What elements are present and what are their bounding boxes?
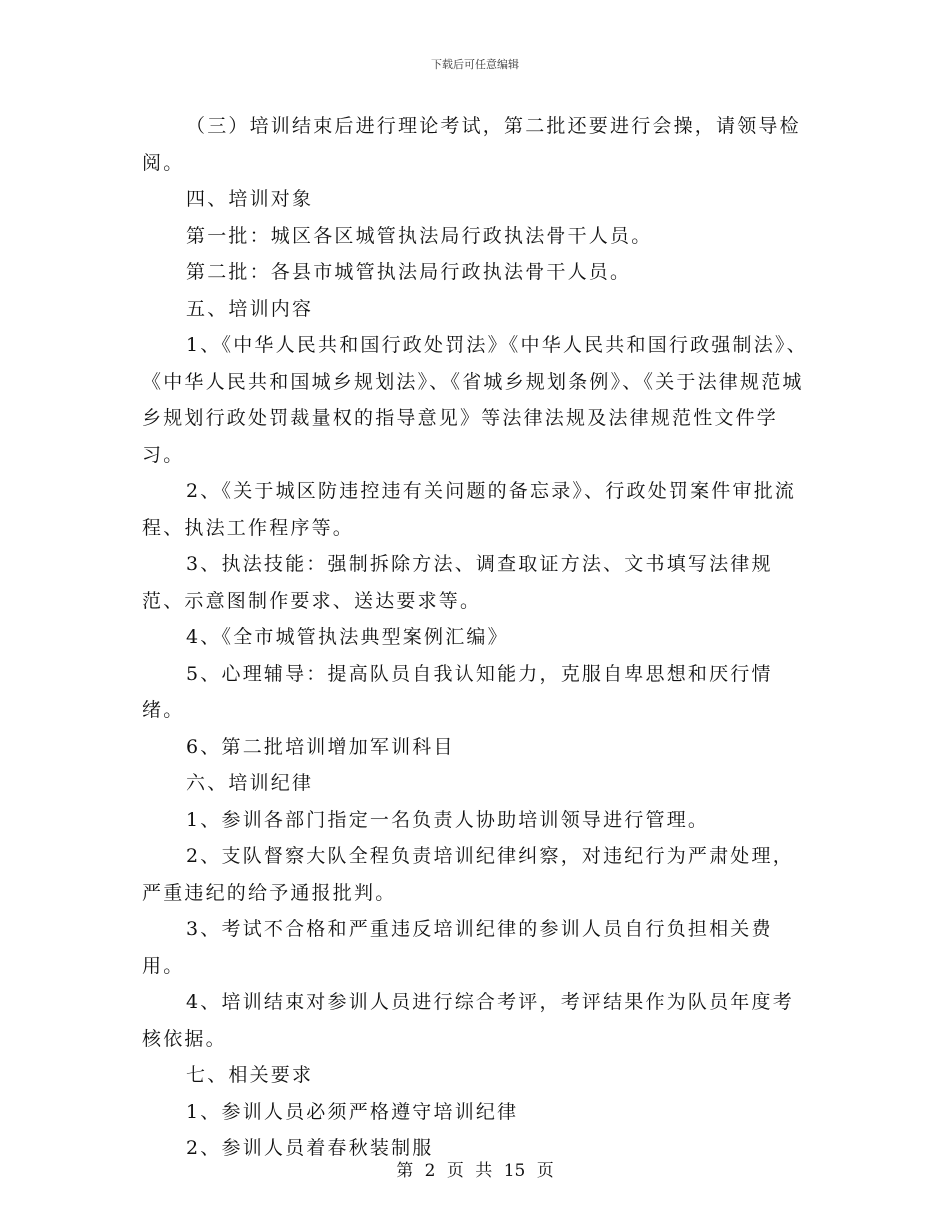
list-item: 3、执法技能：强制拆除方法、调查取证方法、文书填写法律规范、示意图制作要求、送达要求等。: [142, 553, 773, 612]
list-item: 2、支队督察大队全程负责培训纪律纠察，对违纪行为严肃处理，严重违纪的给予通报批判。: [142, 845, 794, 904]
paragraph: （三）培训结束后进行理论考试，第二批还要进行会操，请领导检阅。: [142, 115, 801, 174]
section-heading: 四、培训对象: [186, 188, 314, 210]
list-item: 1、参训各部门指定一名负责人协助培训领导进行管理。: [186, 808, 710, 831]
list-item: 6、第二批培训增加军训科目: [186, 735, 455, 758]
paragraph: 第一批：城区各区城管执法局行政执法骨干人员。: [186, 224, 653, 247]
document-body: [142, 108, 812, 1167]
list-item: 2、参训人员着春秋装制服: [186, 1137, 434, 1159]
page-header: 下载后可任意编辑: [431, 58, 519, 71]
list-item: 2、《关于城区防违控违有关问题的备忘录》、行政处罚案件审批流程、执法工作程序等。: [142, 480, 797, 539]
list-item: 1、参训人员必须严格遵守培训纪律: [186, 1100, 519, 1123]
section-heading: 五、培训内容: [186, 297, 314, 320]
list-item: 4、《全市城管执法典型案例汇编》: [186, 626, 509, 648]
list-item: 5、心理辅导：提高队员自我认知能力，克服自卑思想和厌行情绪。: [142, 662, 773, 721]
paragraph: 第二批：各县市城管执法局行政执法骨干人员。: [186, 261, 632, 283]
list-item: 4、培训结束对参训人员进行综合考评，考评结果作为队员年度考核依据。: [142, 991, 794, 1050]
section-heading: 七、相关要求: [186, 1064, 314, 1086]
page-number: 第 2 页 共 15 页: [396, 1161, 554, 1181]
section-heading: 六、培训纪律: [186, 772, 314, 794]
list-item: 1、《中华人民共和国行政处罚法》《中华人民共和国行政强制法》、《中华人民共和国城乡规划法》、《省城乡规划条例》、《关于法律规范城乡规划行政处罚裁量权的指导意见》等法律法规及法律规范性文件学习。: [142, 334, 808, 466]
list-item: 3、考试不合格和严重违反培训纪律的参训人员自行负担相关费用。: [142, 918, 773, 977]
